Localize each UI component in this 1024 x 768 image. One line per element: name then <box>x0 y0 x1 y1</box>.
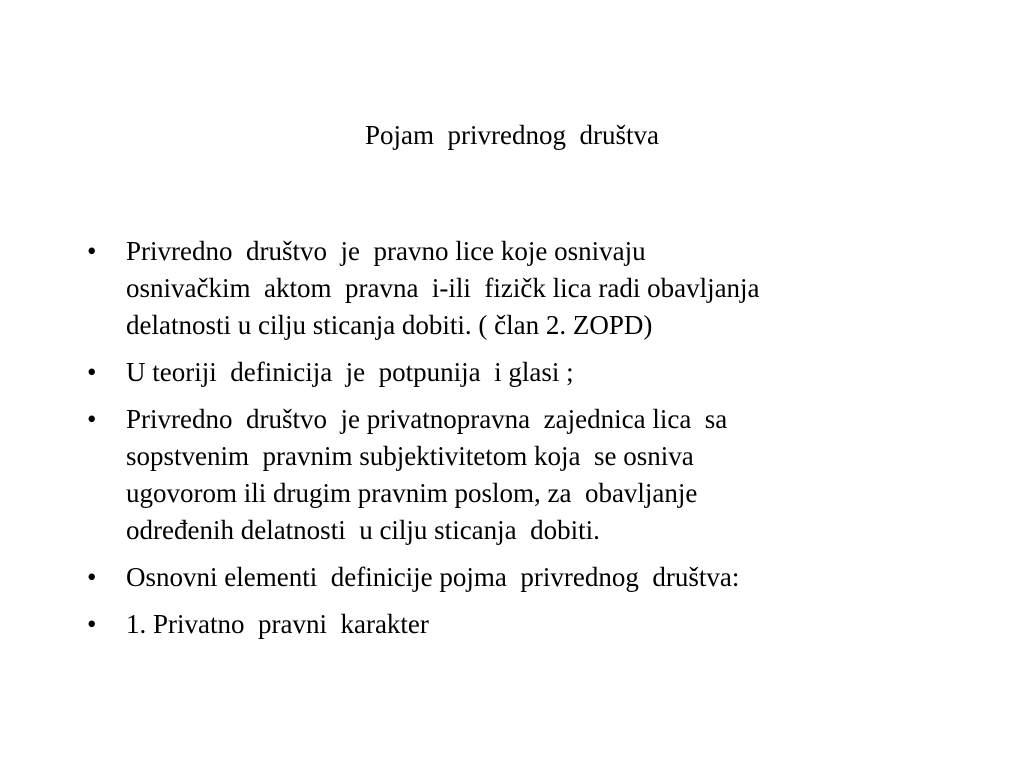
bullet-item-elements <box>87 559 947 596</box>
bullet-icon: • <box>87 609 97 639</box>
bullet-text-line: Privredno društvo je privatnopravna zajednica lica sa <box>126 404 728 434</box>
bullet-text-line: određenih delatnosti u cilju sticanja dobiti. <box>126 515 600 545</box>
bullet-item-theory <box>87 354 947 391</box>
bullet-text-line: delatnosti u cilju sticanja dobiti. ( član 2. ZOPD) <box>126 310 653 340</box>
bullet-text-line: 1. Privatno pravni karakter <box>126 609 429 639</box>
bullet-icon: • <box>87 357 97 387</box>
bullet-text-line: Osnovni elementi definicije pojma privrednog društva: <box>126 562 740 592</box>
bullet-text-line: Privredno društvo je pravno lice koje osnivaju <box>126 236 646 266</box>
bullet-text-line: U teoriji definicija je potpunija i glasi ; <box>126 357 574 387</box>
bullet-text-line: ugovorom ili drugim pravnim poslom, za obavljanje <box>126 478 698 508</box>
bullet-item-definition-law <box>87 233 947 344</box>
bullet-icon: • <box>87 236 97 266</box>
bullet-list <box>87 233 947 653</box>
bullet-item-private-law <box>87 606 947 643</box>
bullet-icon: • <box>87 404 97 434</box>
bullet-item-definition-theory <box>87 401 947 549</box>
bullet-text-line: sopstvenim pravnim subjektivitetom koja se osniva <box>126 441 694 471</box>
bullet-icon: • <box>87 562 97 592</box>
slide-title: Pojam privrednog društva <box>365 120 659 150</box>
bullet-text-line: osnivačkim aktom pravna i-ili fizičk lica radi obavljanja <box>126 273 760 303</box>
